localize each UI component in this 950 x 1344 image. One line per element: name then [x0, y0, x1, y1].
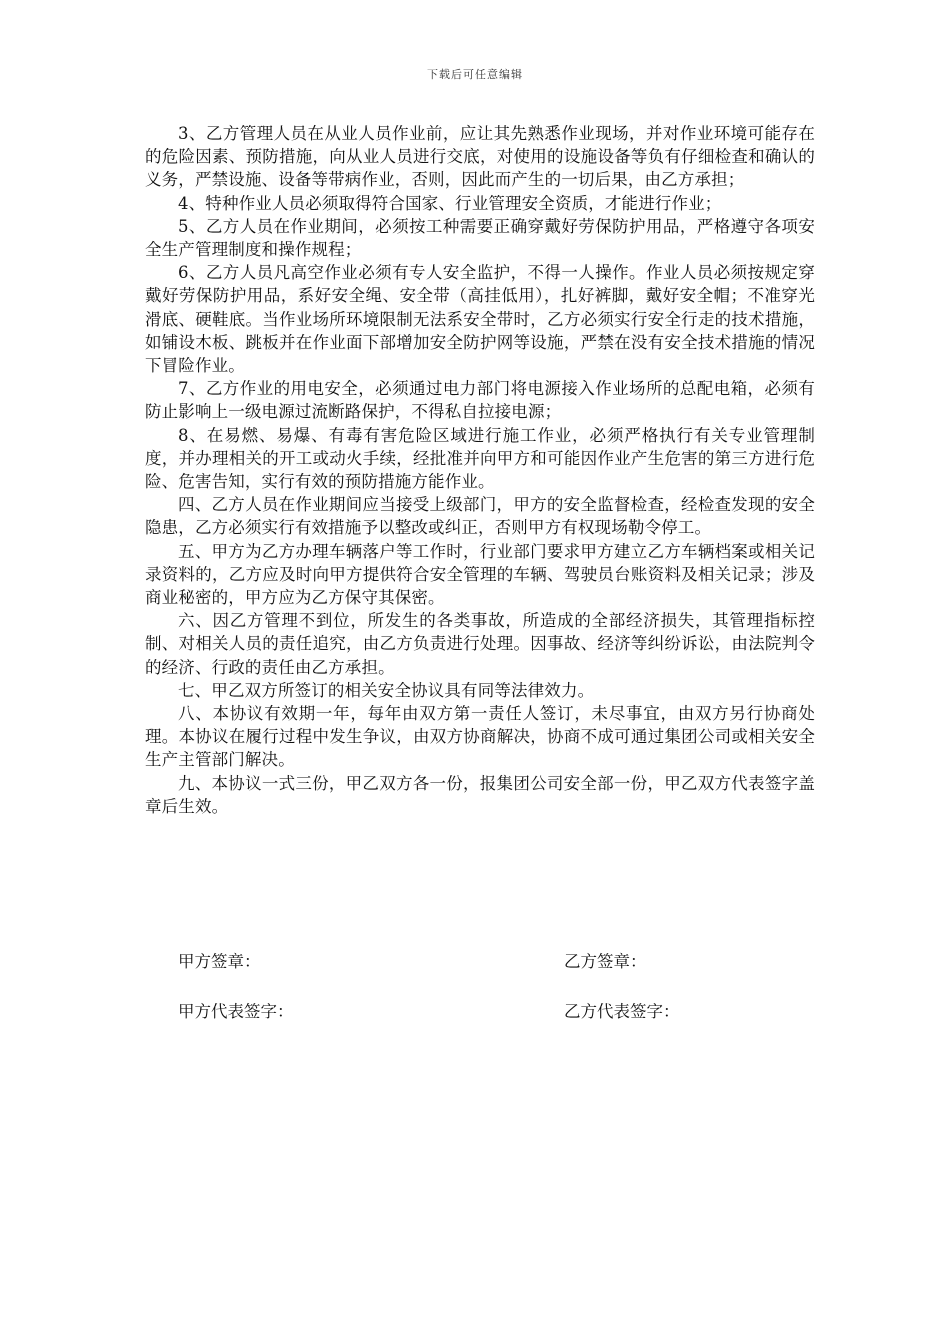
party-a-seal-label: 甲方签章：	[178, 952, 261, 971]
party-b-seal-label: 乙方签章：	[564, 952, 647, 971]
paragraph-section-9: 九、本协议一式三份，甲乙双方各一份，报集团公司安全部一份，甲乙双方代表签字盖章后生效。	[145, 773, 815, 816]
paragraph-clause-7: 7、乙方作业的用电安全，必须通过电力部门将电源接入作业场所的总配电箱，必须有防止影响上一级电源过流断路保护，不得私自拉接电源；	[145, 379, 815, 422]
party-a-rep-label: 甲方代表签字：	[178, 1002, 294, 1021]
party-b-rep-label: 乙方代表签字：	[564, 1002, 680, 1021]
paragraph-section-4: 四、乙方人员在作业期间应当接受上级部门，甲方的安全监督检查，经检查发现的安全隐患，乙方必须实行有效措施予以整改或纠正，否则甲方有权现场勒令停工。	[145, 495, 815, 538]
paragraph-section-8: 八、本协议有效期一年，每年由双方第一责任人签订，未尽事宜，由双方另行协商处理。本协议在履行过程中发生争议，由双方协商解决，协商不成可通过集团公司或相关安全生产主管部门解决。	[145, 704, 815, 770]
paragraph-section-6: 六、因乙方管理不到位，所发生的各类事故，所造成的全部经济损失，其管理指标控制、对相关人员的责任追究，由乙方负责进行处理。因事故、经济等纠纷诉讼，由法院判令的经济、行政的责任由乙方承担。	[145, 611, 815, 677]
paragraph-clause-4: 4、特种作业人员必须取得符合国家、行业管理安全资质，才能进行作业；	[178, 193, 722, 213]
header-note: 下载后可任意编辑	[427, 68, 523, 81]
paragraph-clause-6: 6、乙方人员凡高空作业必须有专人安全监护，不得一人操作。作业人员必须按规定穿戴好劳保防护用品，系好安全绳、安全带（高挂低用），扎好裤脚，戴好安全帽；不准穿光滑底、硬鞋底。当作业场所环境限制无法系安全带时，乙方必须实行安全行走的技术措施，如铺设木板、跳板并在作业面下部增加安全防护网等设施，严禁在没有安全技术措施的情况下冒险作业。	[145, 263, 815, 376]
paragraph-section-5: 五、甲方为乙方办理车辆落户等工作时，行业部门要求甲方建立乙方车辆档案或相关记录资料的，乙方应及时向甲方提供符合安全管理的车辆、驾驶员台账资料及相关记录；涉及商业秘密的，甲方应为乙方保守其保密。	[145, 541, 815, 608]
paragraph-clause-5: 5、乙方人员在作业期间，必须按工种需要正确穿戴好劳保防护用品，严格遵守各项安全生产管理制度和操作规程；	[145, 216, 815, 260]
paragraph-clause-3: 3、乙方管理人员在从业人员作业前，应让其先熟悉作业现场，并对作业环境可能存在的危险因素、预防措施，向从业人员进行交底，对使用的设施设备等负有仔细检查和确认的义务，严禁设施、设备等带病作业，否则，因此而产生的一切后果，由乙方承担；	[145, 124, 815, 190]
document-body	[145, 122, 815, 818]
paragraph-clause-8: 8、在易燃、易爆、有毒有害危险区域进行施工作业，必须严格执行有关专业管理制度，并办理相关的开工或动火手续，经批准并向甲方和可能因作业产生危害的第三方进行危险、危害告知，实行有效的预防措施方能作业。	[145, 425, 815, 492]
paragraph-section-7: 七、甲乙双方所签订的相关安全协议具有同等法律效力。	[178, 680, 595, 700]
